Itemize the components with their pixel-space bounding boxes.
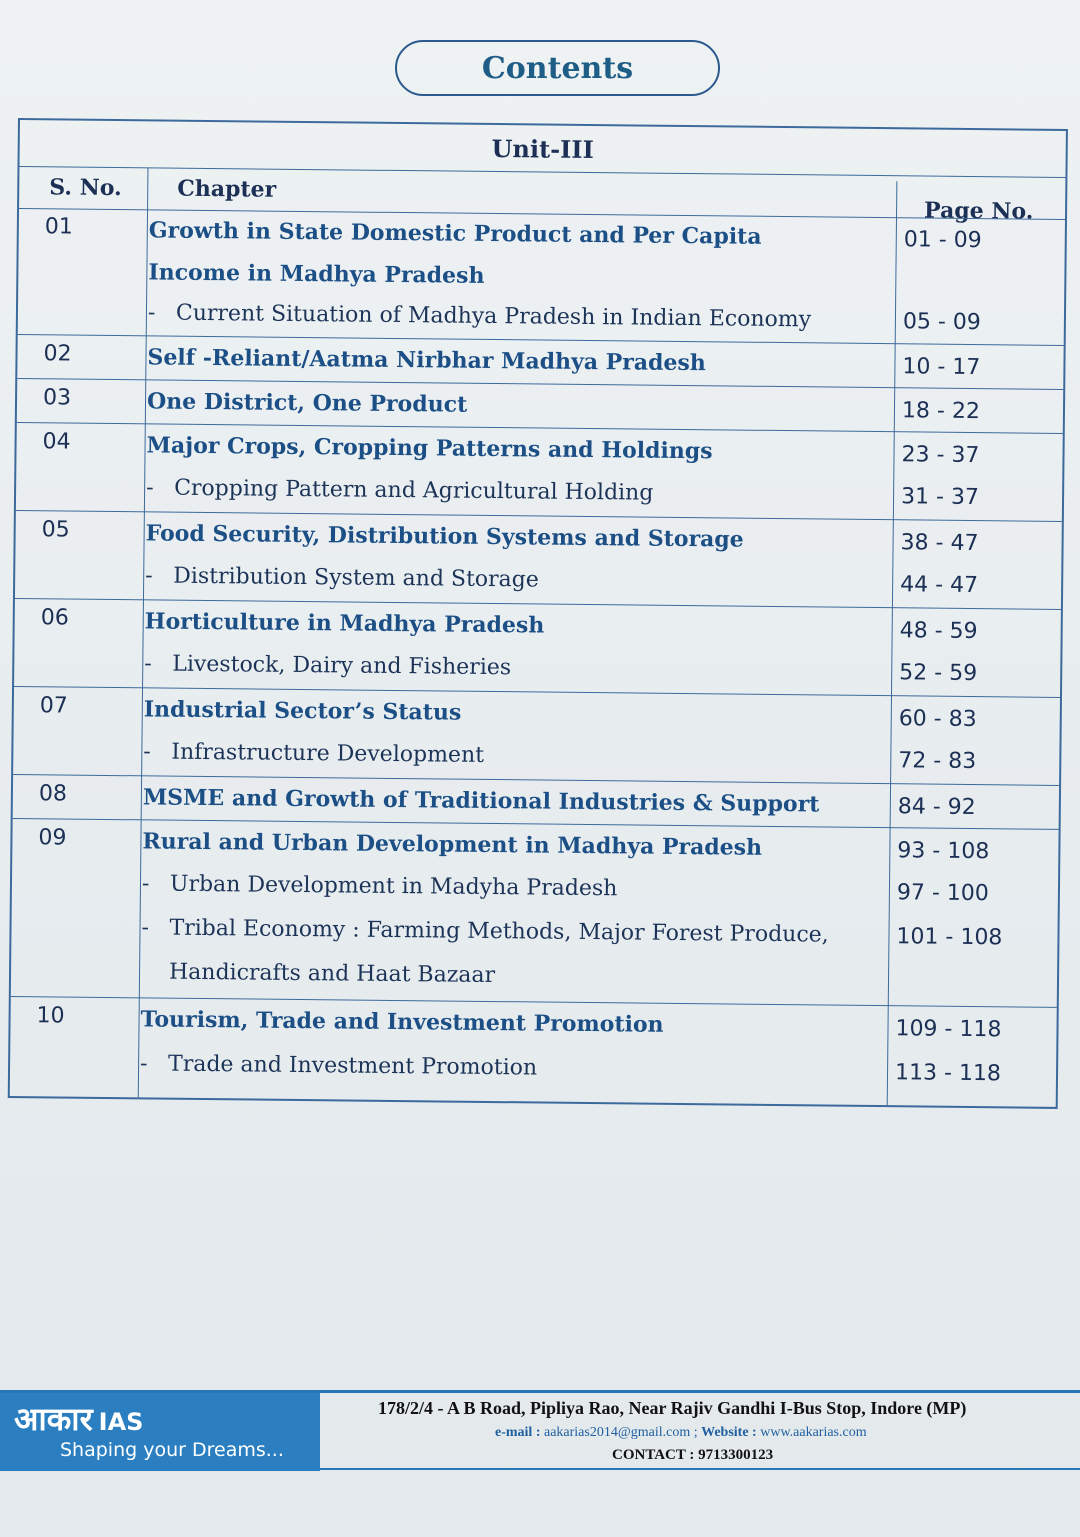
row-sno: 07 bbox=[39, 693, 68, 719]
sub-item-label: Tribal Economy : Farming Methods, Major Forest Produce, bbox=[169, 915, 829, 948]
row-sno: 06 bbox=[40, 605, 69, 631]
table-row bbox=[16, 422, 1063, 522]
email-label: e-mail : bbox=[495, 1425, 541, 1440]
sub-item-continuation[interactable] bbox=[141, 950, 871, 1002]
row-pages: 84 - 92 bbox=[897, 794, 976, 821]
row-pages: 93 - 108 bbox=[897, 838, 990, 865]
sub-item-pages: 113 - 118 bbox=[894, 1060, 1002, 1087]
sub-item-pages: 31 - 37 bbox=[900, 484, 980, 511]
sub-item[interactable]: - Trade and Investment Promotion bbox=[139, 1051, 538, 1081]
row-pages: 01 - 09 bbox=[903, 227, 982, 254]
unit-heading: Unit-III bbox=[19, 120, 1065, 178]
brand-name: आकार bbox=[14, 1400, 93, 1438]
sub-item-label: Current Situation of Madhya Pradesh in Indian Economy bbox=[175, 300, 812, 333]
row-chapter[interactable]: Tourism, Trade and Investment Promotion bbox=[140, 1006, 664, 1038]
sub-item[interactable]: - Livestock, Dairy and Fisheries bbox=[144, 651, 512, 681]
sub-item[interactable]: - Distribution System and Storage bbox=[145, 563, 539, 593]
table-row bbox=[14, 598, 1061, 698]
table-row bbox=[15, 510, 1062, 610]
header-page: Page No. bbox=[923, 197, 1034, 225]
row-chapter[interactable]: One District, One Product bbox=[146, 388, 468, 418]
sub-item-pages: 44 - 47 bbox=[900, 572, 979, 599]
header-chapter: Chapter bbox=[177, 175, 277, 203]
row-sno: 10 bbox=[36, 1003, 65, 1029]
footer-divider-secondary bbox=[320, 1468, 1080, 1470]
row-chapter[interactable]: Major Crops, Cropping Patterns and Holdings bbox=[146, 432, 713, 465]
sub-item-label: Urban Development in Madyha Pradesh bbox=[169, 871, 618, 902]
header-sno: S. No. bbox=[49, 174, 122, 202]
website-link[interactable]: www.aakarias.com bbox=[760, 1425, 867, 1440]
sub-item-pages: 05 - 09 bbox=[902, 309, 981, 336]
row-chapter[interactable]: Industrial Sector’s Status bbox=[143, 696, 462, 726]
table-row bbox=[10, 996, 1057, 1108]
contact-label: CONTACT : bbox=[612, 1447, 695, 1463]
brand-logo bbox=[14, 1397, 143, 1440]
sub-item-pages: 52 - 59 bbox=[899, 660, 978, 687]
row-pages: 23 - 37 bbox=[901, 442, 980, 469]
website-label: Website : bbox=[701, 1425, 757, 1440]
contents-table bbox=[8, 118, 1068, 1109]
sub-item[interactable]: - Urban Development in Madyha Pradesh bbox=[141, 871, 618, 902]
row-pages: 109 - 118 bbox=[895, 1016, 1002, 1043]
row-pages: 48 - 59 bbox=[899, 618, 978, 645]
row-pages: 10 - 17 bbox=[902, 354, 981, 381]
row-chapter[interactable]: Horticulture in Madhya Pradesh bbox=[144, 608, 545, 639]
sub-item-label: Infrastructure Development bbox=[171, 739, 485, 768]
footer-contact-links bbox=[495, 1425, 867, 1441]
brand-tagline: Shaping your Dreams... bbox=[60, 1439, 284, 1461]
row-pages: 18 - 22 bbox=[901, 398, 981, 425]
sub-item[interactable]: - Tribal Economy : Farming Methods, Major Forest Produce, bbox=[141, 915, 829, 948]
sub-item[interactable]: - Current Situation of Madhya Pradesh in Indian Economy bbox=[147, 300, 812, 333]
brand-suffix: IAS bbox=[98, 1408, 144, 1436]
row-sno: 05 bbox=[41, 517, 70, 543]
row-chapter[interactable]: Rural and Urban Development in Madhya Pradesh bbox=[142, 828, 763, 861]
footer-address: 178/2/4 - A B Road, Pipliya Rao, Near Rajiv Gandhi I-Bus Stop, Indore (MP) bbox=[378, 1398, 967, 1418]
sub-item-label: Cropping Pattern and Agricultural Holding bbox=[174, 475, 654, 506]
sub-item-label: Handicrafts and Haat Bazaar bbox=[168, 959, 496, 989]
row-pages: 38 - 47 bbox=[900, 530, 979, 557]
contact-number[interactable]: 9713300123 bbox=[698, 1447, 774, 1463]
table-row bbox=[11, 818, 1059, 1008]
sub-item-label: Livestock, Dairy and Fisheries bbox=[172, 651, 512, 681]
row-pages: 60 - 83 bbox=[898, 706, 977, 733]
table-row bbox=[13, 686, 1060, 786]
footer-phone bbox=[612, 1447, 773, 1464]
email-link[interactable]: aakarias2014@gmail.com ; bbox=[543, 1425, 698, 1440]
row-sno: 03 bbox=[42, 385, 72, 411]
row-sno: 08 bbox=[38, 781, 68, 807]
row-sno: 01 bbox=[44, 214, 73, 240]
brand-block bbox=[0, 1393, 320, 1471]
sub-item-label: Trade and Investment Promotion bbox=[167, 1051, 538, 1081]
row-sno: 02 bbox=[43, 341, 72, 367]
table-row bbox=[18, 208, 1065, 345]
row-sno: 09 bbox=[38, 825, 67, 851]
sub-item-pages: 101 - 108 bbox=[896, 924, 1003, 951]
sub-item[interactable]: - Infrastructure Development bbox=[143, 739, 485, 768]
row-sno: 04 bbox=[42, 429, 71, 455]
row-chapter[interactable]: Growth in State Domestic Product and Per Capita Income in Madhya Pradesh bbox=[148, 217, 762, 289]
row-chapter[interactable]: Food Security, Distribution Systems and Storage bbox=[145, 520, 744, 553]
row-chapter[interactable]: Self -Reliant/Aatma Nirbhar Madhya Pradesh bbox=[147, 344, 706, 377]
sub-item-pages: 72 - 83 bbox=[898, 748, 977, 775]
page-title: Contents bbox=[395, 40, 720, 96]
sub-item-pages: 97 - 100 bbox=[896, 880, 989, 907]
row-chapter[interactable]: MSME and Growth of Traditional Industries & Support bbox=[142, 784, 820, 818]
sub-item[interactable]: - Cropping Pattern and Agricultural Holding bbox=[146, 475, 654, 506]
sub-item-label: Distribution System and Storage bbox=[173, 563, 539, 593]
